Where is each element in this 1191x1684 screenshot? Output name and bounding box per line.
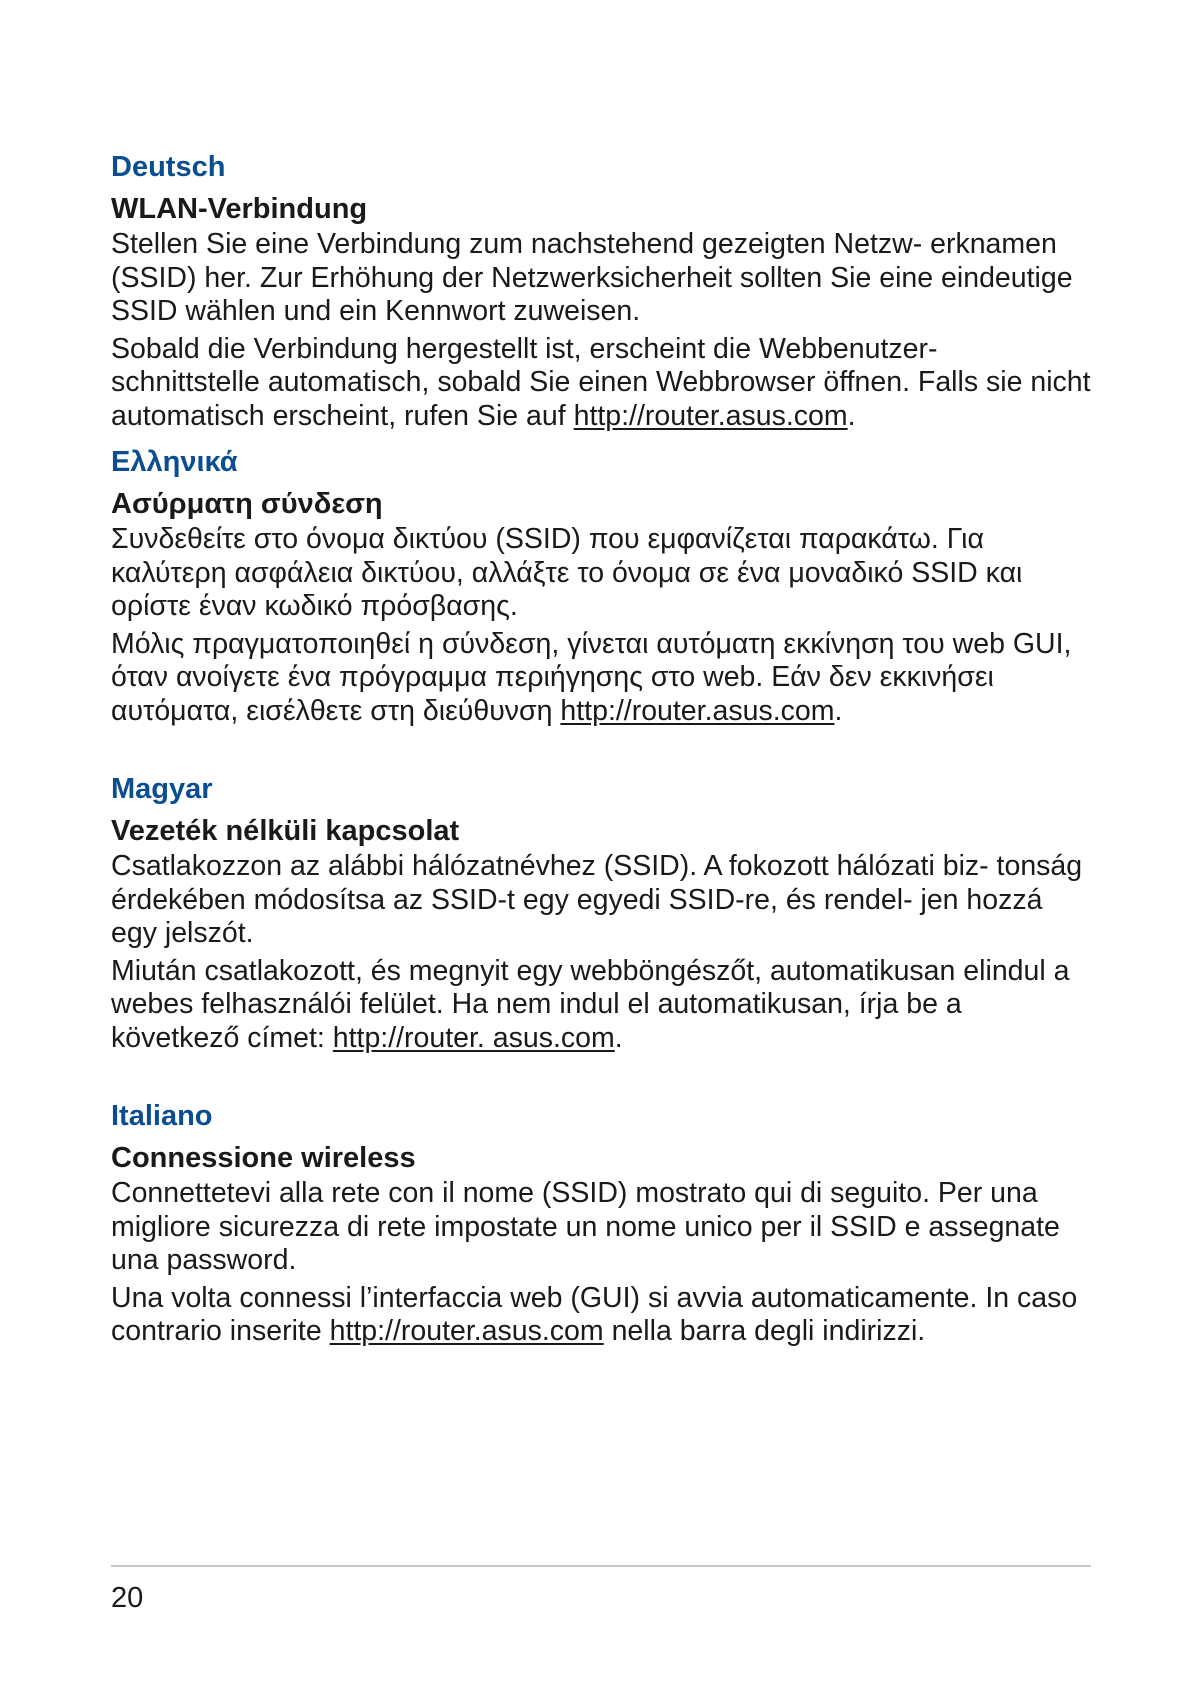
paragraph-text-end: . (834, 694, 843, 727)
paragraph-text-end: . (847, 399, 856, 432)
language-heading: Ελληνικά (111, 446, 238, 478)
section-italiano (111, 1099, 1091, 1349)
paragraph: Connettetevi alla rete con il nome (SSID) mostrato qui di seguito. Per una migliore sicurezza di rete impostate un nome unico per il SSID e assegnate una password. (111, 1177, 1060, 1276)
section-title: Connessione wireless (111, 1142, 416, 1174)
section-title: WLAN-Verbindung (111, 193, 368, 225)
paragraph-text: Μόλις πραγματοποιηθεί η σύνδεση, γίνεται αυτόματη εκκίνηση του web GUI, όταν ανοίγετε ένα πρόγραμμα περιήγησης στο web. Εάν δεν εκκινήσει αυτόματα, εισέλθετε στη διεύθυνση (111, 627, 1072, 727)
section-magyar (111, 772, 1091, 1055)
section-deutsch (111, 150, 1091, 433)
paragraph-text-end: nella barra degli indirizzi. (603, 1315, 926, 1347)
paragraph: Stellen Sie eine Verbindung zum nachstehend gezeigten Netzw- erknamen (SSID) her. Zur Erhöhung der Netzwerksicherheit sollten Sie eine eindeutige SSID wählen und ein Kennwort zuweisen. (111, 228, 1073, 327)
language-heading: Deutsch (111, 151, 226, 183)
section-title: Ασύρματη σύνδεση (111, 488, 383, 520)
paragraph-text: Una volta connessi l’interfaccia web (GUI) si avvia automaticamente. In caso contrario inserite (111, 1281, 1078, 1347)
language-heading: Italiano (111, 1100, 213, 1132)
spacer (111, 732, 1091, 772)
footer-divider (111, 1565, 1091, 1567)
paragraph-with-link (111, 333, 1091, 434)
router-link[interactable]: http://router.asus.com (573, 399, 848, 432)
paragraph-text: Miután csatlakozott, és megnyit egy webböngészőt, automatikusan elindul a webes felhasználói felület. Ha nem indul el automatikusan, írja be a következő címet: (111, 954, 1070, 1054)
spacer (111, 437, 1091, 445)
paragraph: Συνδεθείτε στο όνομα δικτύου (SSID) που εμφανίζεται παρακάτω. Για καλύτερη ασφάλεια δικτύου, αλλάξτε το όνομα σε ένα μοναδικό SSID και ορίστε έναν κωδικό πρόσβασης. (111, 523, 1023, 622)
paragraph-text: Sobald die Verbindung hergestellt ist, erscheint die Webbenutzer- schnittstelle automatisch, sobald Sie einen Webbrowser öffnen. Falls sie nicht automatisch erscheint, rufen Sie auf (111, 332, 1091, 432)
router-link[interactable]: http://router.asus.com (560, 694, 835, 727)
paragraph-with-link (111, 1282, 1091, 1349)
paragraph: Csatlakozzon az alábbi hálózatnévhez (SSID). A fokozott hálózati biz- tonság érdekében módosítsa az SSID-t egy egyedi SSID-re, és rendel- jen hozzá egy jelszót. (111, 850, 1083, 949)
document-page (111, 150, 1091, 1353)
section-greek (111, 445, 1091, 728)
paragraph-text-end: . (614, 1021, 623, 1054)
section-title: Vezeték nélküli kapcsolat (111, 815, 460, 847)
paragraph-with-link (111, 628, 1091, 729)
language-heading: Magyar (111, 773, 213, 805)
paragraph-with-link (111, 955, 1091, 1056)
spacer (111, 1059, 1091, 1099)
router-link[interactable]: http://router. asus.com (332, 1021, 615, 1054)
router-link[interactable]: http://router.asus.com (329, 1315, 604, 1347)
page-number: 20 (111, 1582, 144, 1614)
